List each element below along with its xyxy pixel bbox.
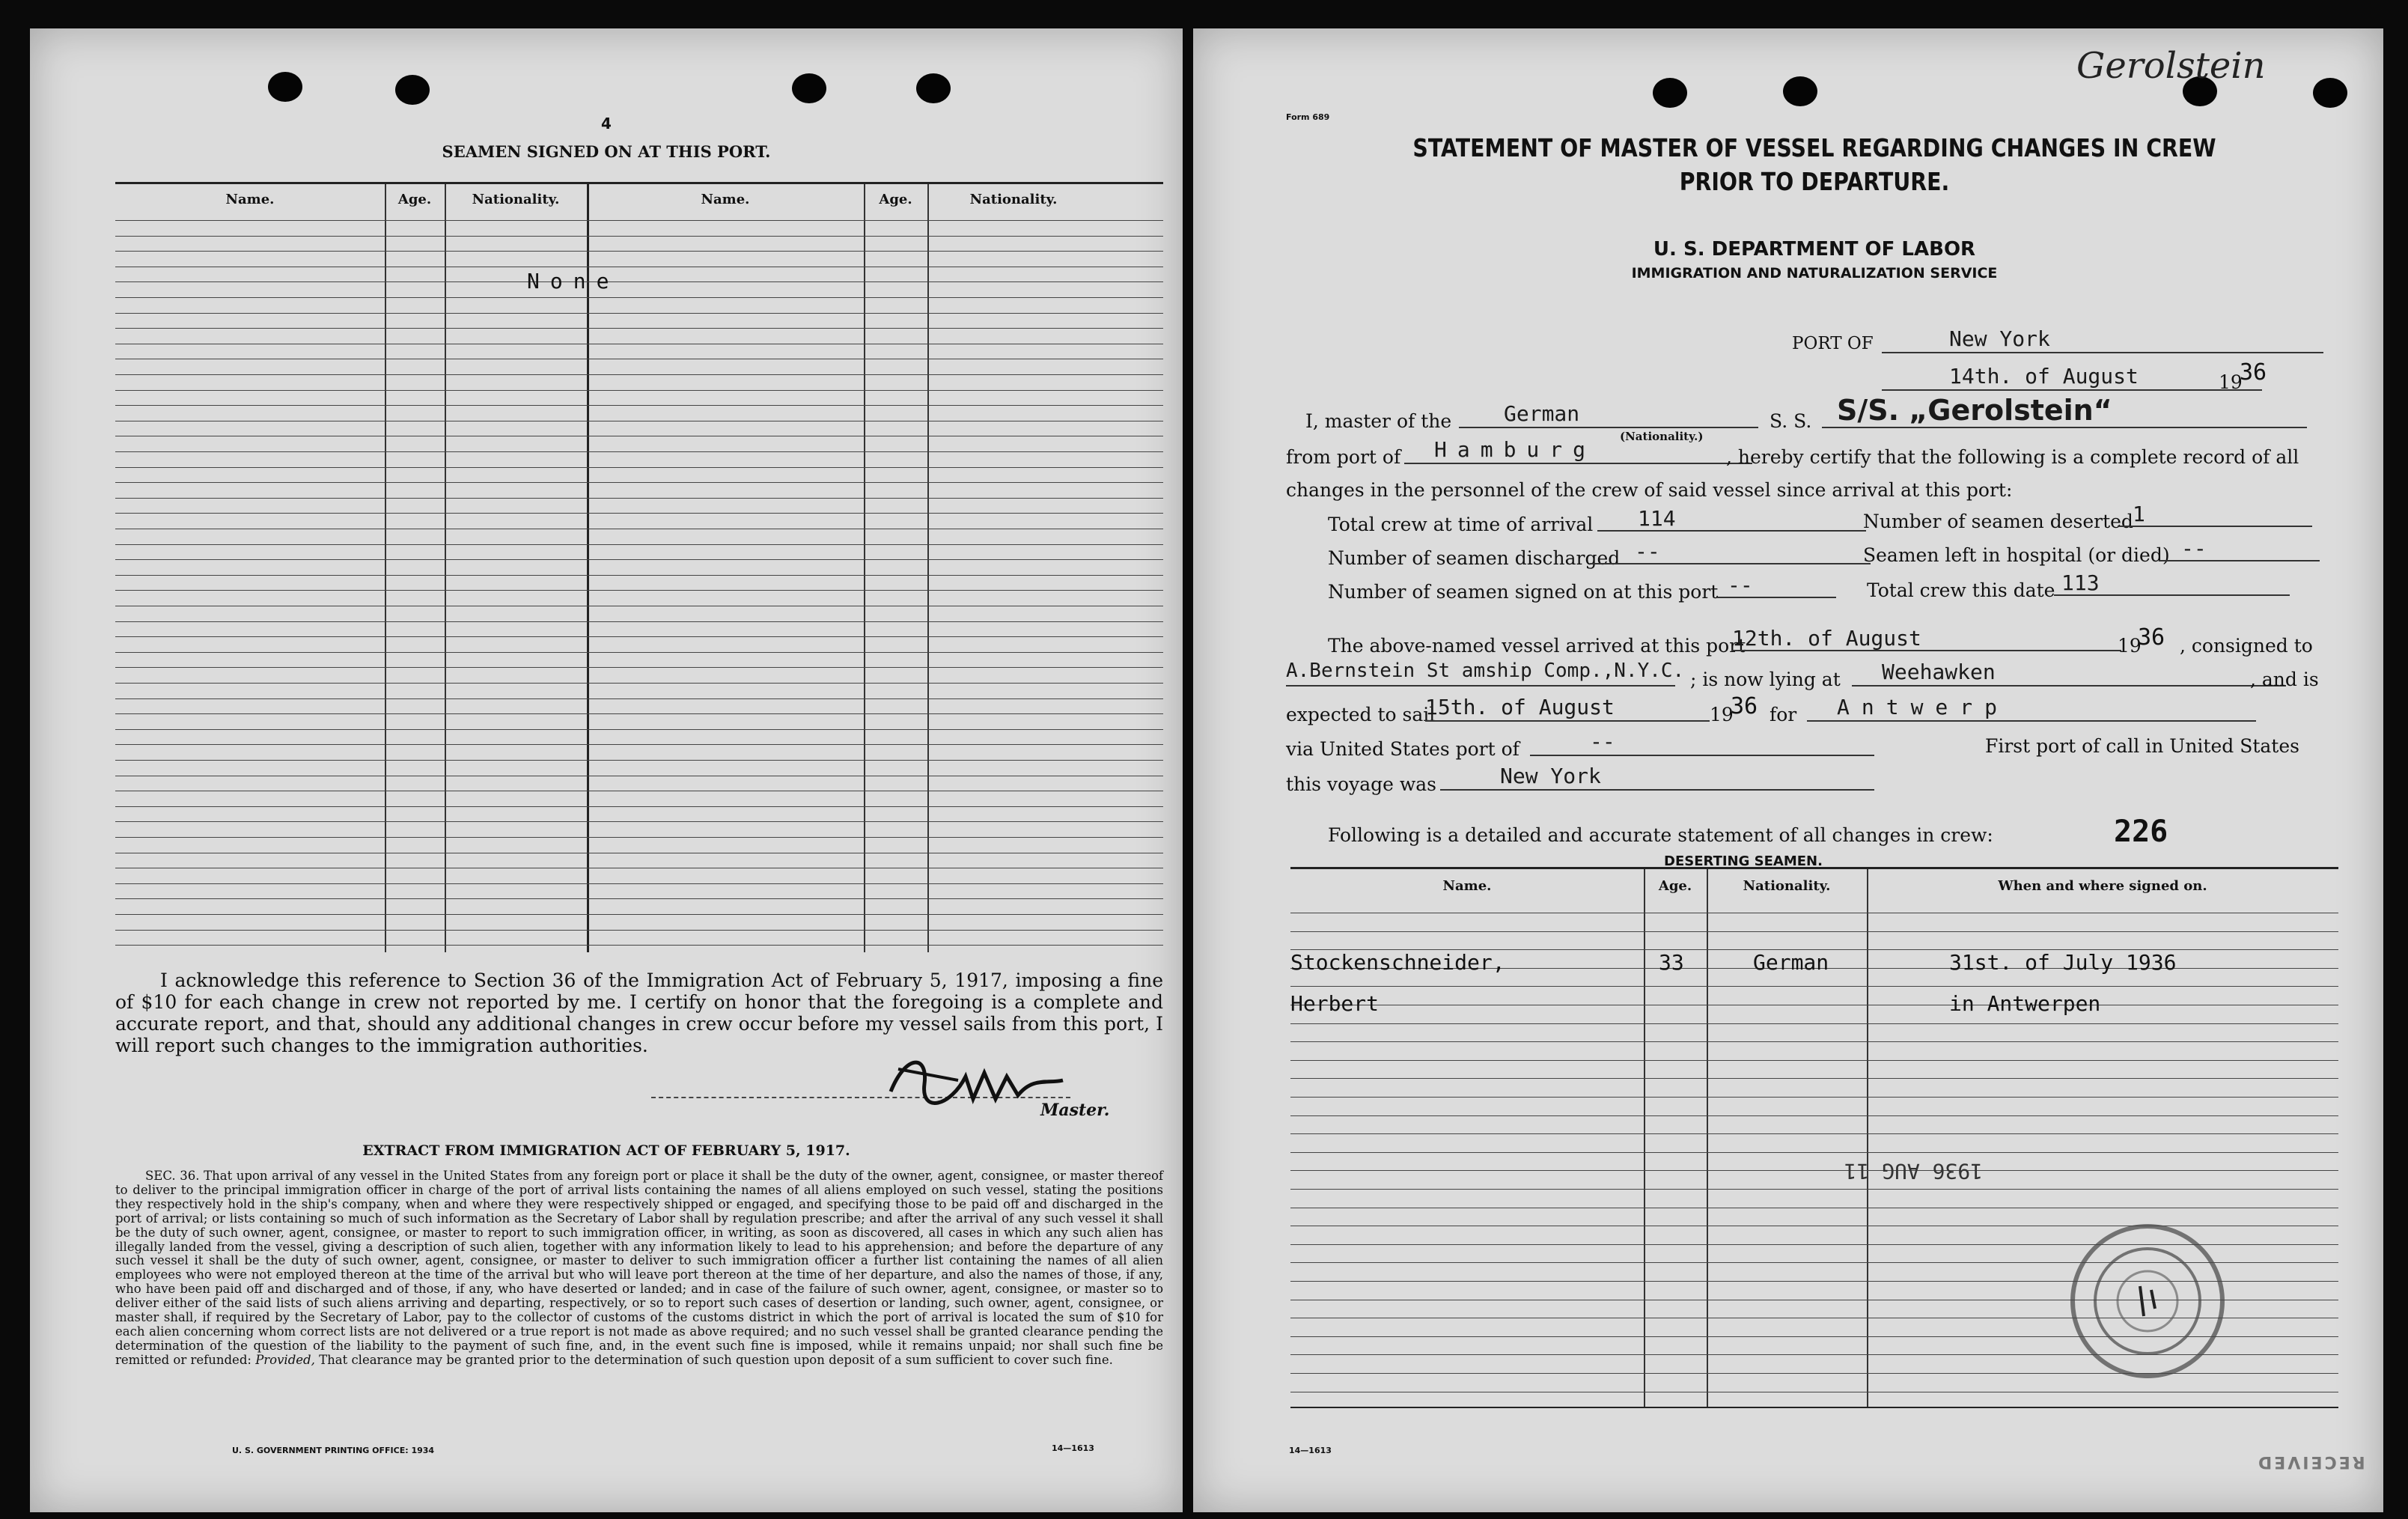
left-page [30,28,1183,1512]
table-rule [115,390,1163,391]
table-rule [115,652,1163,653]
consignee-field: A.Bernstein St amship Comp.,N.Y.C. [1286,660,1675,687]
changes-text: changes in the personnel of the crew of said vessel since arrival at this port: [1286,479,2013,501]
deserting-title: DESERTING SEAMEN. [1664,853,1823,869]
via-label: via United States port of [1286,738,1520,760]
from-port-label: from port of [1286,446,1401,468]
master-of-label: I, master of the [1305,410,1452,432]
port-field: New York [1882,326,2323,353]
table-rule [115,251,1163,252]
none-entry: None [527,269,620,293]
lying-label: ; is now lying at [1690,669,1841,690]
table-rule [115,575,1163,576]
table-rule [115,621,1163,622]
table-rule [115,930,1163,931]
official-seal-stamp [2065,1219,2230,1383]
voyage-field: New York [1440,764,1874,791]
column-header: Name. [225,192,275,207]
arrived-year-prefix: 19 [2118,635,2142,657]
table-rule [115,914,1163,915]
table-rule [115,513,1163,514]
via-field: -- [1530,729,1874,756]
form-title-2: PRIOR TO DEPARTURE. [1679,167,1950,196]
total-crew-arrival-field: 114 [1597,506,1866,532]
deserted-field: 1 [2118,502,2312,527]
form-title-1: STATEMENT OF MASTER OF VESSEL REGARDING CHANGES IN CREW [1412,133,2216,162]
punch-hole [268,72,302,102]
total-crew-arrival-label: Total crew at time of arrival [1328,514,1594,535]
extract-title: EXTRACT FROM IMMIGRATION ACT OF FEBRUARY 5, 1917. [362,1142,850,1159]
table-rule [115,713,1163,714]
punch-hole [2313,78,2347,108]
extract-body [115,1169,1163,1368]
vessel-field: S/S. „Gerolstein“ [1822,394,2307,428]
deserter-signed-date: 31st. of July 1936 [1949,950,2177,975]
table-rule [115,898,1163,899]
department: U. S. DEPARTMENT OF LABOR [1653,238,1976,261]
table-rule [1290,1152,2338,1153]
table-rule [1290,1041,2338,1042]
table-rule [115,220,1163,221]
arrived-field: 12th. of August [1732,626,2121,651]
punch-hole [1653,78,1687,108]
handwritten-note: Gerolstein [2076,45,2266,87]
discharged-label: Number of seamen discharged [1328,547,1621,569]
table-rule [115,281,1163,282]
column-header: Name. [701,192,750,207]
table-rule [115,698,1163,699]
nationality-field: German [1459,401,1758,428]
column-header: Name. [1442,878,1492,894]
following-text: Following is a detailed and accurate statement of all changes in crew: [1328,824,1993,846]
column-header: Nationality. [969,192,1058,207]
table-rule [115,313,1163,314]
table-rule [115,821,1163,822]
ss-label: S. S. [1770,410,1812,432]
punch-hole [395,75,430,105]
column-header: Nationality. [472,192,560,207]
column-header: When and where signed on. [1998,878,2207,894]
table-rule [115,945,1163,946]
total-crew-date-field: 113 [2054,570,2290,596]
year-prefix: 19 [2219,371,2243,393]
extract-provided: Provided, [255,1352,315,1367]
expected-year-prefix: 19 [1710,704,1734,725]
table-rule [115,297,1163,298]
first-port-label: First port of call in United States [1985,735,2299,757]
table-rule [115,590,1163,591]
year-value: 36 [2240,359,2267,386]
signed-on-table [115,182,1163,952]
certify-text: , hereby certify that the following is a complete record of all [1726,446,2299,468]
table-rule [115,451,1163,452]
deserter-nationality: German [1753,950,1829,975]
master-label: Master. [1040,1101,1110,1120]
table-rule [1290,1078,2338,1079]
punch-hole [916,73,951,103]
deserted-label: Number of seamen deserted [1863,511,2133,532]
table-rule [115,498,1163,499]
table-rule [1290,1170,2338,1171]
table-rule [115,744,1163,745]
table-rule [115,729,1163,730]
from-port-field: Hamburg [1404,437,1752,464]
column-header: Nationality. [1743,878,1831,894]
and-is-label: , and is [2250,669,2319,690]
column-header: Age. [879,192,912,207]
signed-on-label: Number of seamen signed on at this port [1328,581,1719,603]
discharged-field: -- [1590,539,1871,564]
table-rule [1290,1189,2338,1190]
deserter-name-2: Herbert [1290,991,1380,1016]
total-crew-date-label: Total crew this date [1867,579,2055,601]
table-rule [115,667,1163,668]
table-rule [115,544,1163,545]
arrived-label: The above-named vessel arrived at this port [1328,635,1746,657]
expected-year-value: 36 [1731,693,1758,719]
table-rule [115,837,1163,838]
form-footer-right: 14—1613 [1289,1446,1332,1455]
hospital-label: Seamen left in hospital (or died) [1863,544,2170,566]
table-rule [115,482,1163,483]
punch-hole [1783,76,1817,106]
table-rule [115,236,1163,237]
destination-field: Antwerp [1807,695,2256,722]
deserter-name-1: Stockenschneider, [1290,950,1505,975]
printer-footer: U. S. GOVERNMENT PRINTING OFFICE: 1934 [232,1446,435,1455]
right-page [1193,28,2383,1512]
section-title: SEAMEN SIGNED ON AT THIS PORT. [442,142,771,161]
table-rule [115,374,1163,375]
form-footer: 14—1613 [1052,1443,1094,1453]
acknowledgment-text: I acknowledge this reference to Section 36 of the Immigration Act of February 5, 1917, imposing a fine of $10 for each change in crew not reported by me. I certify on honor that the foregoing is a complete and accurate report, and that, should any additional changes in crew occur before my vessel sails from this port, I will report such changes to the immigration authorities. [115,969,1163,1056]
date-stamp: 1936 AUG 11 [1844,1159,1983,1184]
hospital-field: -- [2159,536,2320,561]
nationality-caption: (Nationality.) [1620,430,1704,443]
extract-end: That clearance may be granted prior to the determination of such question upon deposit of a sum sufficient to cover such fine. [319,1352,1113,1367]
table-rule [115,405,1163,406]
table-rule [115,683,1163,684]
table-rule [1290,1133,2338,1134]
date-field: 14th. of August [1882,364,2262,391]
table-rule [1290,1097,2338,1098]
table-rule [115,760,1163,761]
table-rule [1290,931,2338,932]
deserter-signed-place: in Antwerpen [1949,991,2101,1016]
table-rule [1290,986,2338,987]
extract-section: SEC. 36. [145,1169,200,1183]
column-header: Age. [1658,878,1692,894]
table-rule [115,467,1163,468]
table-rule [1290,1115,2338,1116]
signed-on-field: -- [1717,573,1836,598]
voyage-label: this voyage was [1286,773,1437,795]
lying-field: Weehawken [1852,660,2286,687]
service: IMMIGRATION AND NATURALIZATION SERVICE [1631,265,1998,281]
deserter-age: 33 [1659,950,1684,975]
page-number: 4 [601,115,612,133]
page-count: 226 [2114,815,2168,849]
received-stamp: RECEIVED [2256,1452,2365,1471]
table-rule [115,636,1163,637]
table-rule [1290,1060,2338,1061]
form-number: Form 689 [1286,112,1330,122]
extract-text: That upon arrival of any vessel in the United States from any foreign port or place it shall be the duty of the owner, agent, consignee, or master thereof to deliver to the principal immigration officer in charge of the port of arrival lists containing the names of all aliens employed on such vessel, stating the positions they respectively hold in the ship's company, when and where they were respectively shipped or engaged, and specifying those to be paid off and discharged in the port of arrival; or lists containing so much of such information as the Secretary of Labor shall by regulation prescribe; and after the arrival of any such vessel it shall be the duty of such owner, agent, consignee, or master to report to such immigration officer, in writing, as soon as discovered, all cases in which any such alien has illegally landed from the vessel, giving a description of such alien, together with any information likely to lead to his apprehension; and before the departure of any such vessel it shall be the duty of such owner, agent, consignee, or master to deliver to such immigration officer a further list containing the names of all alien employees who were not employed thereon at the time of the arrival but who will leave port thereon at the time of her departure, and also the names of those, if any, who have been paid off and discharged and of those, if any, who have deserted or landed; and in case of the failure of such owner, agent, consignee, or master so to deliver either of the said lists of such aliens arriving and departing, respectively, or so to report such cases of desertion or landing, such owner, agent, consignee, or master shall, if required by the Secretary of Labor, pay to the collector of customs of the customs district in which the port of arrival is located the sum of $10 for each alien concerning whom correct lists are not delivered or a true report is not made as above required; and no such vessel shall be granted clearance pending the determination of the question of the liability to the payment of such fine, and, in the event such fine is imposed, while it remains unpaid; nor shall such fine be remitted or refunded: [115,1169,1163,1367]
column-header: Age. [397,192,432,207]
consigned-label: , consigned to [2180,635,2313,657]
arrived-year-value: 36 [2138,624,2165,651]
for-label: for [1770,704,1797,725]
table-rule [1290,1023,2338,1024]
table-rule [115,806,1163,807]
table-rule [115,559,1163,560]
table-rule [115,883,1163,884]
punch-hole [792,73,826,103]
expected-label: expected to sail [1286,704,1436,725]
port-label: PORT OF [1792,334,1874,353]
table-rule [115,328,1163,329]
expected-field: 15th. of August [1425,695,1710,722]
